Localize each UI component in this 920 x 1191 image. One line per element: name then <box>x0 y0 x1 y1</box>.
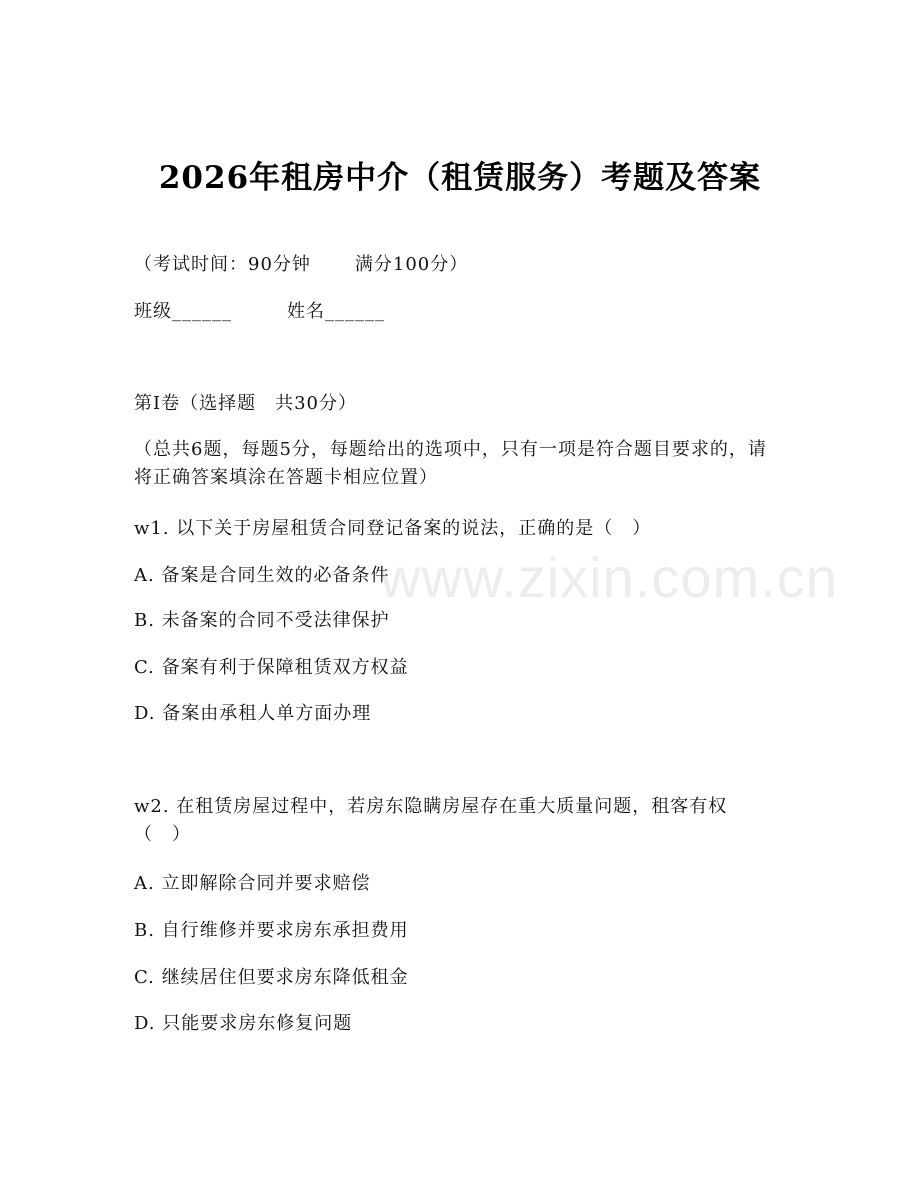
question-2-option-b: B. 自行维修并要求房东承担费用 <box>134 920 409 941</box>
section-instruction: （总共6题，每题5分，每题给出的选项中，只有一项是符合题目要求的，请将正确答案填涂在答题卡相应位置） <box>134 439 767 488</box>
name-field: 姓名______ <box>287 301 385 322</box>
question-2-option-a: A. 立即解除合同并要求赔偿 <box>134 873 371 894</box>
question-1-option-a: A. 备案是合同生效的必备条件 <box>134 565 390 586</box>
question-2-option-d: D. 只能要求房东修复问题 <box>134 1013 353 1034</box>
exam-full-score: 满分100分） <box>354 254 469 275</box>
question-1-stem: w1. 以下关于房屋租赁合同登记备案的说法，正确的是（ ） <box>134 518 652 539</box>
class-field: 班级______ <box>134 301 232 322</box>
question-2-option-c: C. 继续居住但要求房东降低租金 <box>134 967 409 988</box>
question-1-option-c: C. 备案有利于保障租赁双方权益 <box>134 657 409 678</box>
exam-info <box>134 251 468 279</box>
question-2-stem: w2. 在租赁房屋过程中，若房东隐瞒房屋存在重大质量问题，租客有权（ ） <box>134 796 728 845</box>
exam-time: （考试时间：90分钟 <box>134 254 311 275</box>
document-title: 2026年租房中介（租赁服务）考题及答案 <box>158 160 762 196</box>
watermark: www.zixin.com.cn <box>380 546 838 609</box>
question-1-option-d: D. 备案由承租人单方面办理 <box>134 703 372 724</box>
section-heading: 第Ⅰ卷（选择题 共30分） <box>134 393 358 414</box>
student-fields <box>134 298 385 326</box>
question-1-option-b: B. 未备案的合同不受法律保护 <box>134 610 390 631</box>
